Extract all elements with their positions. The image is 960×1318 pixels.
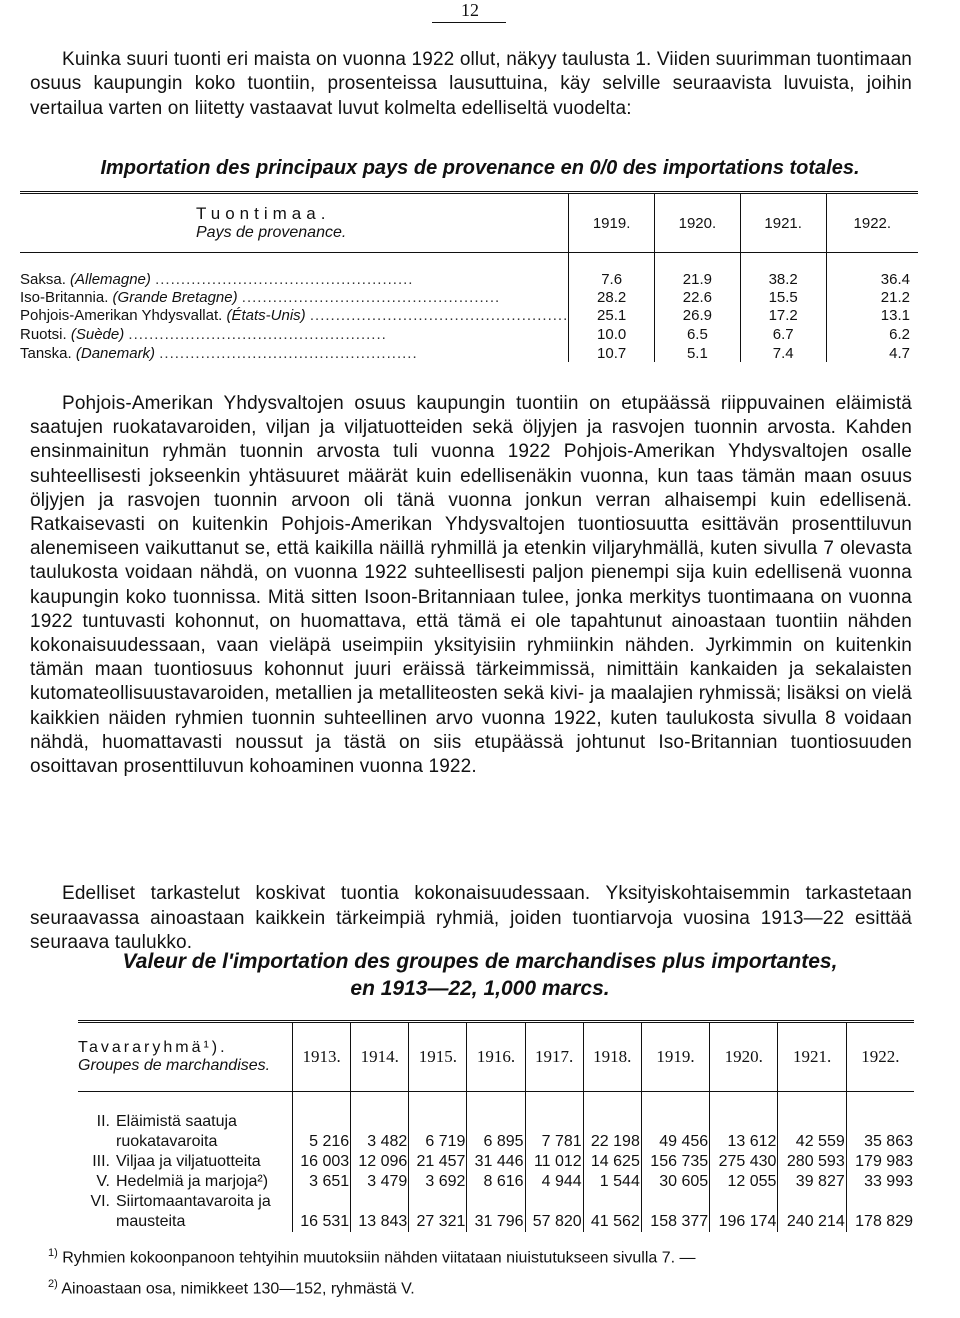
value-cell: 17.2 — [740, 307, 826, 326]
page-number: 12 — [461, 0, 479, 20]
country-name-fr: (États-Unis) — [226, 307, 306, 325]
table2-header-year: 1919. — [641, 1022, 709, 1092]
table2-header-year: 1921. — [778, 1022, 846, 1092]
value-cell: 21 457 — [409, 1152, 467, 1172]
value-cell: 38.2 — [740, 253, 826, 289]
value-cell: 275 430 — [710, 1152, 778, 1172]
value-cell: 21.2 — [826, 288, 918, 307]
table2-header-row — [78, 1022, 914, 1092]
value-cell: 13 843 — [351, 1192, 409, 1232]
table1-header-year: 1919. — [569, 193, 655, 253]
footnote-1-text: Ryhmien kokoonpanoon tehtyihin muutoksiin nähden viitataan niuistutukseen sivulla 7. — — [62, 1249, 696, 1267]
table1-header-label-fi: Tuontimaa. — [196, 204, 331, 223]
value-cell: 4.7 — [826, 344, 918, 363]
value-cell: 14 625 — [583, 1152, 641, 1172]
footnote-2-mark: 2) — [48, 1278, 58, 1291]
value-cell: 42 559 — [778, 1092, 846, 1153]
value-cell: 31 446 — [467, 1152, 525, 1172]
value-cell: 240 214 — [778, 1192, 846, 1232]
country-name-fi: Pohjois-Amerikan Yhdysvallat. — [20, 307, 223, 325]
table-row — [78, 1092, 914, 1153]
group-name: Hedelmiä ja marjoja²) — [116, 1173, 269, 1190]
group-code: V. — [96, 1173, 110, 1190]
value-cell: 12 096 — [351, 1152, 409, 1172]
table2-header-group — [78, 1022, 293, 1092]
value-cell: 10.7 — [569, 344, 655, 363]
table2-header-label-fr: Groupes de marchandises. — [78, 1057, 271, 1074]
country-cell: Saksa. (Allemagne) .................................................. — [20, 271, 414, 288]
table-row — [78, 1172, 914, 1192]
value-cell: 3 482 — [351, 1092, 409, 1153]
group-code: III. — [92, 1153, 110, 1170]
table2-caption — [0, 948, 960, 1002]
value-cell: 196 174 — [710, 1192, 778, 1232]
footnote-1-mark: 1) — [48, 1247, 58, 1259]
value-cell: 10.0 — [569, 325, 655, 344]
analysis-paragraph: Pohjois-Amerikan Yhdysvaltojen osuus kaupungin tuontiin on etupäässä riippuvainen eläimistä saatujen ruokatavaroiden, viljan ja viljatuotteiden sekä öljyjen ja rasvojen tuonnin arvosta. Kahden ensinmainitun ryhmän tuonnin arvosta tuli vuonna 1922 Pohjois-Amerikan Yhdysvaltojen osalle suhteellisesti jokseenkin yhtäsuuret määrät kuin edellisenäkin vuonna, kun taas tämän maan osuus öljyjen ja rasvojen tuonnin arvoon oli tänä vuonna jonkun verran alhaisempi kuin edellisenä. Ratkaisevasti on kuitenkin Pohjois-Amerikan Yhdysvaltojen tuontiosuutta esittävän prosenttiluvun alenemiseen vaikuttanut se, että kaikilla näillä ryhmillä ja etenkin viljaryhmällä, kuten sivulla 7 olevasta taulukosta voidaan nähdä, on vuonna 1922 suhteellisesti paljon pienempi sija kuin edellisenä vuonna kaupungin koko tuonnissa. Mitä sitten Isoon-Britanniaan tulee, jonka merkitys tuontimaana on vuonna 1922 tuntuvasti kohonnut, on huomattava, että tämä ei ole tapahtunut ainoastaan tuontiin nähden kokonaisuudessaan, vaan vieläpä useimpiin yksityisiin ryhmiinkin nähden. Jyrkimmin on kuitenkin tämän maan tuontiosuus kohonnut juuri eräissä tärkeimmissä, nimittäin kankaiden ja sekalaisten kutomateollisuustavaroiden, metallien ja metalliteosten sekä kivi- ja maalajien ryhmissä; lisäksi on vielä kaikkien näiden ryhmien tuonnin suhteellinen arvo vuonna 1922, kuten taulukosta sivulla 8 voidaan nähdä, huomattavasti noussut ja tästä on siis etupäässä johtunut Iso-Britannian tuontiosuuden osoittavan prosenttiluvun kohoaminen vuonna 1922. — [30, 393, 912, 778]
value-cell: 11 012 — [525, 1152, 583, 1172]
value-cell: 6.7 — [740, 325, 826, 344]
import-share-table — [20, 191, 918, 362]
table1-header-country — [20, 193, 569, 253]
table2-header-year: 1914. — [351, 1022, 409, 1092]
value-cell: 7.6 — [569, 253, 655, 289]
value-cell: 3 479 — [351, 1172, 409, 1192]
value-cell: 6 895 — [467, 1092, 525, 1153]
footnote-1 — [48, 1240, 918, 1271]
value-cell: 178 829 — [846, 1192, 914, 1232]
value-cell: 26.9 — [655, 307, 741, 326]
footnote-2-text: Ainoastaan osa, nimikkeet 130—152, ryhmästä V. — [61, 1280, 415, 1298]
value-cell: 156 735 — [641, 1152, 709, 1172]
table-row — [20, 307, 918, 326]
country-name-fi: Saksa. — [20, 271, 66, 288]
country-name-fr: (Suède) — [70, 325, 125, 343]
value-cell: 12 055 — [710, 1172, 778, 1192]
value-cell: 35 863 — [846, 1092, 914, 1153]
footnote-2 — [48, 1271, 918, 1302]
group-cell — [78, 1092, 293, 1153]
table-row — [20, 288, 918, 307]
table-row — [78, 1152, 914, 1172]
table2-header-year: 1915. — [409, 1022, 467, 1092]
table1-header-year: 1921. — [740, 193, 826, 253]
value-cell: 3 651 — [293, 1172, 351, 1192]
value-cell: 7 781 — [525, 1092, 583, 1153]
group-name: Siirtomaantavaroita ja mausteita — [116, 1193, 271, 1230]
value-cell: 22 198 — [583, 1092, 641, 1153]
value-cell: 25.1 — [569, 307, 655, 326]
value-cell: 49 456 — [641, 1092, 709, 1153]
value-cell: 41 562 — [583, 1192, 641, 1232]
value-cell: 1 544 — [583, 1172, 641, 1192]
country-name-fi: Ruotsi. — [20, 325, 67, 343]
value-cell: 5 216 — [293, 1092, 351, 1153]
value-cell: 4 944 — [525, 1172, 583, 1192]
value-cell: 5.1 — [655, 344, 741, 363]
table2-header-year: 1920. — [710, 1022, 778, 1092]
footnotes — [48, 1240, 918, 1303]
value-cell: 179 983 — [846, 1152, 914, 1172]
country-name-fr: (Allemagne) — [70, 271, 151, 288]
table1-header-label-fr: Pays de provenance. — [196, 224, 347, 241]
table2-caption-line2: en 1913—22, 1,000 marcs. — [350, 977, 610, 1000]
value-cell: 39 827 — [778, 1172, 846, 1192]
value-cell: 21.9 — [655, 253, 741, 289]
goods-import-value-table — [78, 1020, 914, 1232]
transition-paragraph: Edelliset tarkastelut koskivat tuontia kokonaisuudessaan. Yksityiskohtaisemmin tarkastetaan seuraavassa ainoastaan kaikkein tärkeimpiä ryhmiä, joiden tuontiarvoja vuosina 1913—22 esittää seuraava taulukko. — [30, 883, 912, 953]
value-cell: 6 719 — [409, 1092, 467, 1153]
value-cell: 28.2 — [569, 288, 655, 307]
value-cell: 158 377 — [641, 1192, 709, 1232]
group-name: Viljaa ja viljatuotteita — [116, 1153, 261, 1170]
value-cell: 27 321 — [409, 1192, 467, 1232]
value-cell: 8 616 — [467, 1172, 525, 1192]
table-row — [20, 325, 918, 344]
table-row — [78, 1192, 914, 1232]
country-cell: Tanska. (Danemark) .................................................. — [20, 344, 418, 362]
value-cell: 280 593 — [778, 1152, 846, 1172]
country-cell: Ruotsi. (Suède) .................................................. — [20, 325, 387, 343]
table1-header-year: 1922. — [826, 193, 918, 253]
table2-caption-line1: Valeur de l'importation des groupes de marchandises plus importantes, — [122, 950, 838, 973]
table-row — [20, 253, 918, 289]
value-cell: 3 692 — [409, 1172, 467, 1192]
table2-header-year: 1922. — [846, 1022, 914, 1092]
country-cell: Pohjois-Amerikan Yhdysvallat. (États-Unis) .................................................. — [20, 307, 569, 325]
table2-header-label-fi: Tavararyhmä¹). — [78, 1039, 228, 1056]
intro-paragraph: Kuinka suuri tuonti eri maista on vuonna 1922 ollut, näkyy taulusta 1. Viiden suurimman tuontimaan osuus kaupungin koko tuontiin, prosenteissa lausuttuina, käy selville seuraavista luvuista, joihin vertailua varten on liitetty vastaavat luvut kolmelta edelliseltä vuodelta: — [30, 49, 912, 119]
value-cell: 15.5 — [740, 288, 826, 307]
country-cell: Iso-Britannia. (Grande Bretagne) .................................................. — [20, 288, 501, 306]
value-cell: 13 612 — [710, 1092, 778, 1153]
value-cell: 6.2 — [826, 325, 918, 344]
table2-header-year: 1918. — [583, 1022, 641, 1092]
table1-header-year: 1920. — [655, 193, 741, 253]
group-name: Eläimistä saatuja ruokatavaroita — [116, 1113, 237, 1150]
value-cell: 30 605 — [641, 1172, 709, 1192]
group-code: II. — [96, 1113, 110, 1130]
table2-header-year: 1913. — [293, 1022, 351, 1092]
value-cell: 6.5 — [655, 325, 741, 344]
country-name-fi: Iso-Britannia. — [20, 288, 109, 306]
table-row — [20, 344, 918, 363]
table2-header-year: 1917. — [525, 1022, 583, 1092]
country-name-fi: Tanska. — [20, 344, 72, 362]
group-cell — [78, 1152, 293, 1172]
value-cell: 7.4 — [740, 344, 826, 363]
value-cell: 22.6 — [655, 288, 741, 307]
country-name-fr: (Grande Bretagne) — [112, 288, 238, 306]
table2-header-year: 1916. — [467, 1022, 525, 1092]
value-cell: 57 820 — [525, 1192, 583, 1232]
value-cell: 16 003 — [293, 1152, 351, 1172]
value-cell: 36.4 — [826, 253, 918, 289]
page-number-rule — [432, 22, 506, 23]
country-name-fr: (Danemark) — [75, 344, 156, 362]
value-cell: 31 796 — [467, 1192, 525, 1232]
value-cell: 33 993 — [846, 1172, 914, 1192]
table1-caption: Importation des principaux pays de provenance en 0/0 des importations totales. — [100, 157, 860, 179]
value-cell: 16 531 — [293, 1192, 351, 1232]
group-cell — [78, 1192, 293, 1232]
table1-header-row — [20, 193, 918, 253]
value-cell: 13.1 — [826, 307, 918, 326]
group-code: VI. — [90, 1193, 110, 1210]
group-cell — [78, 1172, 293, 1192]
